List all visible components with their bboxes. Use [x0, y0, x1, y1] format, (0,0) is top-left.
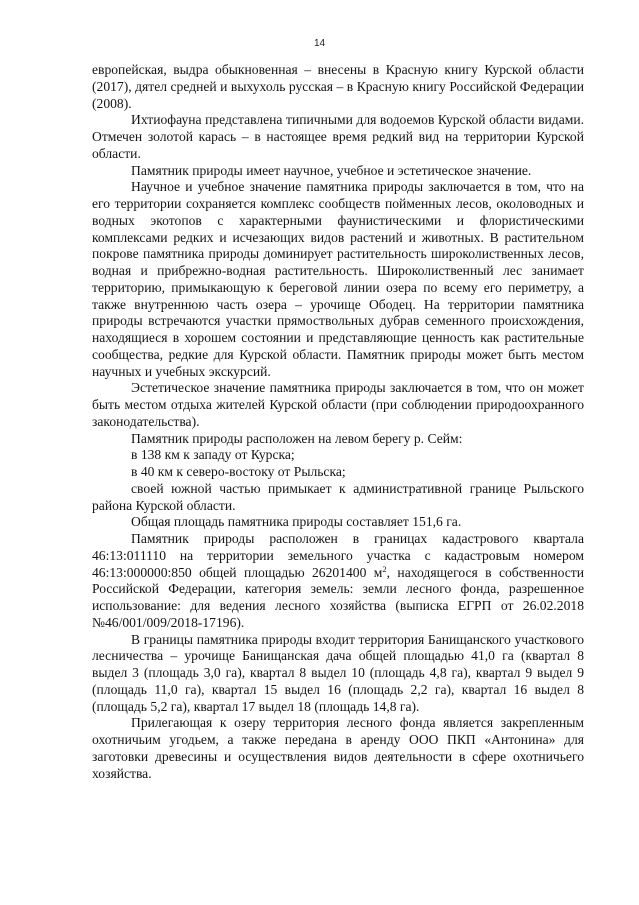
paragraph-total-area: Общая площадь памятника природы составляет 151,6 га. — [131, 514, 462, 530]
page-number: 14 — [313, 38, 326, 49]
cadastral-text-start: Памятник природы расположен в границах кадастрового квартала 46:13:011110 на территории земельного участка с кадастровым номером 46:13:000000:850 общей площадью 26201400 м — [92, 531, 584, 580]
paragraph-hunting: Прилегающая к озеру территория лесного фонда является закрепленным охотничьим угодьем, а также передана в аренду ООО ПКП «Антонина» для заготовки древесины и осуществления видов деятельности в сфере охотничьего хозяйства. — [92, 715, 584, 781]
paragraph-location-border: своей южной частью примыкает к административной границе Рыльского района Курской области. — [92, 480, 584, 513]
paragraph-scientific-value: Научное и учебное значение памятника природы заключается в том, что на его территории сохраняется комплекс сообществ пойменных лесов, околоводных и водных экотопов с характерными фаунистическими и флористическими комплексами редких и исчезающих видов растений и животных. В растительном покрове памятника природы доминирует растительность широколиственных лесов, водная и прибрежно-водная растительность. Широколиственный лес занимает территорию, примыкающую к береговой линии озера по всему его периметру, а также внутреннюю часть озера – урочище Ободец. На территории памятника природы встречаются участки прямоствольных дубрав семенного происхождения, находящиеся в хорошем состоянии и представляющие ценность как растительные сообщества, редкие для Курской области. Памятник природы может быть местом научных и учебных экскурсий. — [92, 179, 584, 379]
square-meter-superscript: 2 — [382, 563, 387, 574]
paragraph-forestry: В границы памятника природы входит территория Банищанского участкового лесничества – урочище Банищанская дача общей площадью 41,0 га (квартал 8 выдел 3 (площадь 3,0 га), квартал 8 выдел 10 (площадь 4,8 га), квартал 9 выдел 9 (площадь 11,0 га), квартал 15 выдел 16 (площадь 2,2 га), квартал 16 выдел 8 (площадь 5,2 га), квартал 17 выдел 18 (площадь 14,8 га). — [92, 631, 584, 714]
paragraph-ichthyofauna: Ихтиофауна представлена типичными для водоемов Курской области видами. Отмечен золотой карась – в настоящее время редкий вид на территории Курской области. — [92, 112, 584, 161]
paragraph-cadastral — [92, 531, 584, 632]
cadastral-text-end: , находящегося в собственности Российской Федерации, категория земель: земли лесного фонда, разрешенное использование: для ведения лесного хозяйства (выписка ЕГРП от 26.02.2018 №46/001/009/2018-17196). — [92, 564, 584, 630]
paragraph-location-kursk: в 138 км к западу от Курска; — [131, 447, 295, 463]
paragraph-aesthetic-value: Эстетическое значение памятника природы заключается в том, что он может быть местом отдыха жителей Курской области (при соблюдении природоохранного законодательства). — [92, 380, 584, 429]
paragraph-fauna-continuation: европейская, выдра обыкновенная – внесены в Красную книгу Курской области (2017), дятел средней и выхухоль русская – в Красную книгу Российской Федерации (2008). — [92, 62, 584, 111]
paragraph-location-intro: Памятник природы расположен на левом берегу р. Сейм: — [131, 430, 463, 446]
body-text — [92, 62, 584, 782]
paragraph-value-intro: Памятник природы имеет научное, учебное и эстетическое значение. — [131, 162, 532, 178]
paragraph-location-rylsk: в 40 км к северо-востоку от Рыльска; — [131, 464, 346, 479]
